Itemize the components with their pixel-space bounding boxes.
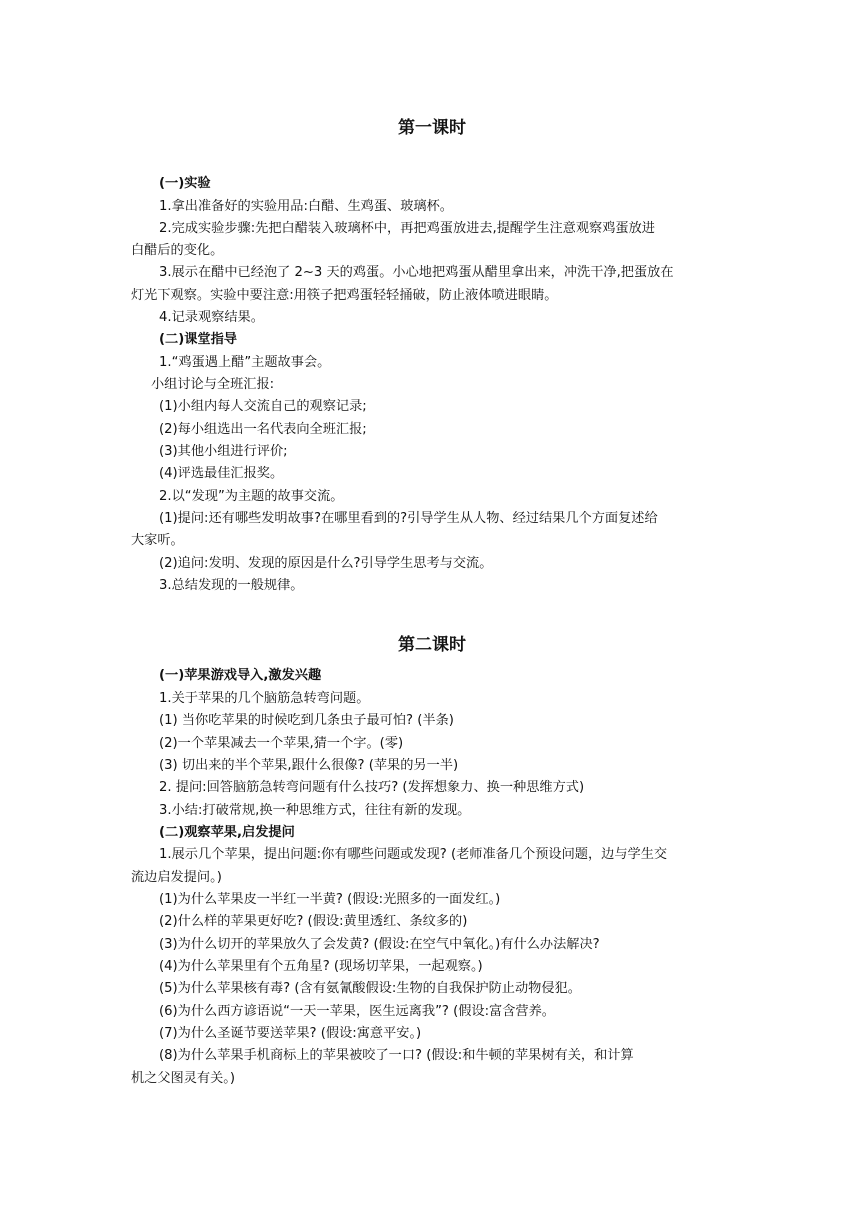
text-line: 1.展示几个苹果，提出问题:你有哪些问题或发现? (老师准备几个预设问题，边与学生交 xyxy=(159,847,668,862)
text-line: 3.展示在醋中已经泡了 2~3 天的鸡蛋。小心地把鸡蛋从醋里拿出来，冲洗干净,把蛋放在 xyxy=(159,265,674,280)
list-item: (7)为什么圣诞节要送苹果? (假设:寓意平安。) xyxy=(159,1026,422,1041)
list-item: (8)为什么苹果手机商标上的苹果被咬了一口? (假设:和牛顿的苹果树有关，和计算 xyxy=(159,1048,634,1063)
text-line: 1.拿出准备好的实验用品:白醋、生鸡蛋、玻璃杯。 xyxy=(159,199,453,214)
list-item: (2)一个苹果减去一个苹果,猜一个字。(零) xyxy=(159,736,404,751)
list-item: (2)每小组选出一名代表向全班汇报; xyxy=(159,422,367,437)
list-item: (2)什么样的苹果更好吃? (假设:黄里透红、条纹多的) xyxy=(159,914,468,929)
text-line: 2.完成实验步骤:先把白醋装入玻璃杯中，再把鸡蛋放进去,提醒学生注意观察鸡蛋放进 xyxy=(159,221,655,236)
text-line: 3.小结:打破常规,换一种思维方式，往往有新的发现。 xyxy=(159,803,471,818)
list-item: (5)为什么苹果核有毒? (含有氨氰酸假设:生物的自我保护防止动物侵犯。 xyxy=(159,981,581,996)
text-line: 1.“鸡蛋遇上醋”主题故事会。 xyxy=(159,355,331,370)
lesson1-title: 第一课时 xyxy=(398,118,466,138)
text-line: 流边启发提问。) xyxy=(131,870,222,885)
list-item: (4)评选最佳汇报奖。 xyxy=(159,466,284,481)
section-heading: (一)苹果游戏导入,激发兴趣 xyxy=(159,668,322,683)
text-line: 大家听。 xyxy=(131,533,184,548)
text-line: 灯光下观察。实验中要注意:用筷子把鸡蛋轻轻捅破，防止液体喷进眼睛。 xyxy=(131,288,558,303)
text-line: 机之父图灵有关。) xyxy=(131,1071,236,1086)
list-item: (4)为什么苹果里有个五角星? (现场切苹果，一起观察。) xyxy=(159,959,483,974)
list-item: (1)小组内每人交流自己的观察记录; xyxy=(159,399,367,414)
text-line: 2. 提问:回答脑筋急转弯问题有什么技巧? (发挥想象力、换一种思维方式) xyxy=(159,780,585,795)
section-heading: (一)实验 xyxy=(159,176,211,191)
list-item: (1) 当你吃苹果的时候吃到几条虫子最可怕? (半条) xyxy=(159,713,454,728)
text-line: 2.以“发现”为主题的故事交流。 xyxy=(159,489,344,504)
section-heading: (二)课堂指导 xyxy=(159,332,237,347)
text-line: (1)提问:还有哪些发明故事?在哪里看到的?引导学生从人物、经过结果几个方面复述给 xyxy=(159,511,658,526)
text-line: 3.总结发现的一般规律。 xyxy=(159,578,304,593)
list-item: (3)其他小组进行评价; xyxy=(159,444,288,459)
list-item: (1)为什么苹果皮一半红一半黄? (假设:光照多的一面发红。) xyxy=(159,892,501,907)
text-line: (2)追问:发明、发现的原因是什么?引导学生思考与交流。 xyxy=(159,556,493,571)
lesson2-title: 第二课时 xyxy=(398,635,466,655)
list-item: (6)为什么西方谚语说“一天一苹果，医生远离我”? (假设:富含营养。 xyxy=(159,1004,555,1019)
list-item: (3) 切出来的半个苹果,跟什么很像? (苹果的另一半) xyxy=(159,758,459,773)
list-item: (3)为什么切开的苹果放久了会发黄? (假设:在空气中氧化。)有什么办法解决? xyxy=(159,937,600,952)
text-line: 白醋后的变化。 xyxy=(131,243,224,258)
text-line: 4.记录观察结果。 xyxy=(159,310,264,325)
text-line: 小组讨论与全班汇报: xyxy=(151,377,275,392)
section-heading: (二)观察苹果,启发提问 xyxy=(159,825,295,840)
text-line: 1.关于苹果的几个脑筋急转弯问题。 xyxy=(159,691,370,706)
